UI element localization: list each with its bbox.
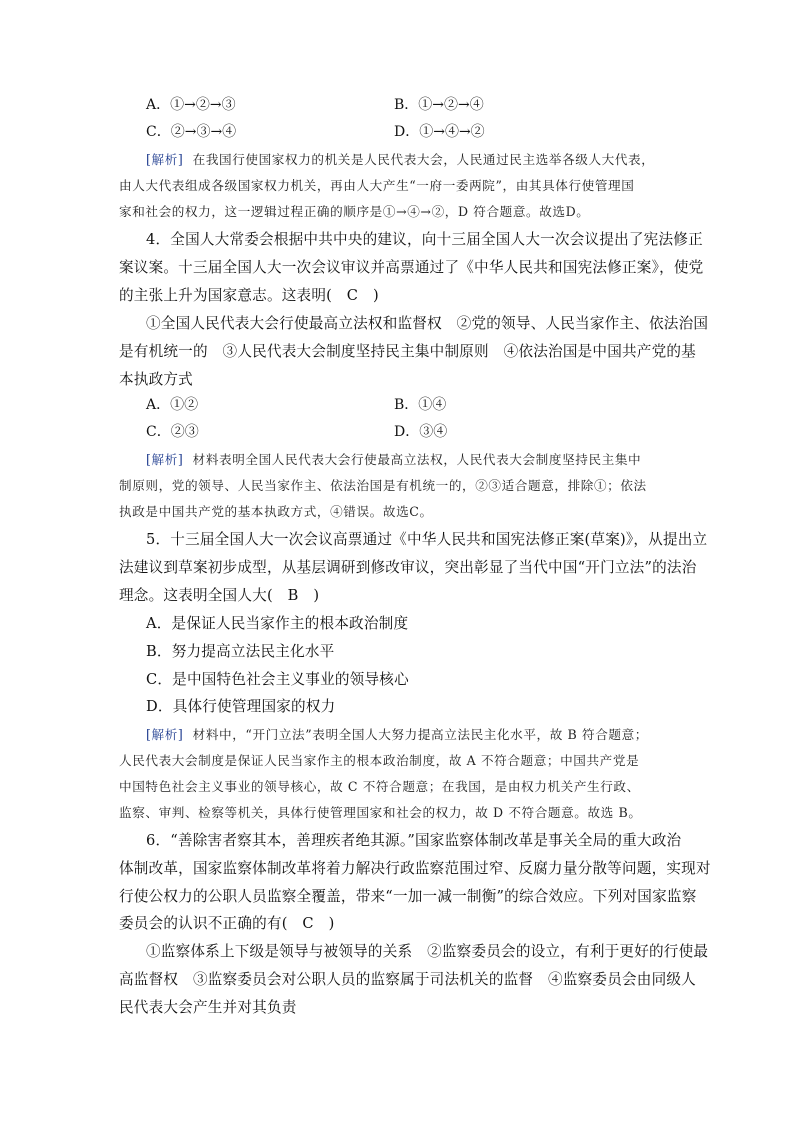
q5-analysis-line-3: 中国特色社会主义事业的领导核心，故 C 不符合题意；在我国，是由权力机关产生行政、 <box>119 779 640 794</box>
q4-analysis-tag: [解析] <box>146 452 184 467</box>
q3-options-row-2 <box>119 119 485 145</box>
q3-option-b: B．①→②→④ <box>394 97 484 113</box>
q4-stem-line-1: 4．全国人大常委会根据中共中央的建议，向十三届全国人大一次会议提出了宪法修正 <box>146 231 703 248</box>
q5-option-b: B．努力提高立法民主化水平 <box>146 643 335 660</box>
q5-analysis-line-2: 人民代表大会制度是保证人民当家作主的根本政治制度，故 A 不符合题意；中国共产党是 <box>119 753 640 768</box>
q3-option-a: A．①→②→③ <box>146 97 236 113</box>
q5-analysis-tag: [解析] <box>146 727 184 742</box>
q5-analysis-line-1: [解析] 材料中，“开门立法”表明全国人大努力提高立法民主化水平，故 B 符合题意； <box>146 727 648 742</box>
q4-option-b: B．①④ <box>394 397 447 413</box>
q5-option-a: A．是保证人民当家作主的根本政治制度 <box>146 615 409 632</box>
q5-stem-line-2: 法建议到草案初步成型，从基层调研到修改审议，突出彰显了当代中国“开门立法”的法治 <box>119 559 697 576</box>
q6-stem-line-3: 行使公权力的公职人员监察全覆盖，带来“一加一减一制衡”的综合效应。下列对国家监察 <box>119 888 697 905</box>
q4-options-row-1 <box>119 392 446 418</box>
q6-stem-line-2: 体制改革，国家监察体制改革将着力解决行政监察范围过窄、反腐力量分散等问题，实现对 <box>119 860 711 877</box>
q4-analysis-line-2: 制原则，党的领导、人民当家作主、依法治国是有机统一的，②③适合题意，排除①；依法 <box>119 478 647 493</box>
q4-statement-line-3: 本执政方式 <box>119 371 193 388</box>
q5-option-c: C．是中国特色社会主义事业的领导核心 <box>146 671 409 688</box>
q3-analysis-line-3: 家和社会的权力，这一逻辑过程正确的顺序是①→④→②，D 符合题意。故选D。 <box>119 204 590 219</box>
q3-analysis-tag: [解析] <box>146 152 184 167</box>
q4-statement-line-2: 是有机统一的 ③人民代表大会制度坚持民主集中制原则 ④依法治国是中国共产党的基 <box>119 343 696 360</box>
q4-option-a: A．①② <box>146 397 199 413</box>
q5-option-d: D．具体行使管理国家的权力 <box>146 698 336 715</box>
q6-statement-line-1: ①监察体系上下级是领导与被领导的关系 ②监察委员会的设立，有利于更好的行使最 <box>146 943 709 960</box>
q4-options-row-2 <box>119 419 447 445</box>
q4-analysis-line-3: 执政是中国共产党的基本执政方式，④错误。故选C。 <box>119 504 433 519</box>
q3-analysis-line-2: 由人大代表组成各级国家权力机关，再由人大产生“一府一委两院”，由其具体行使管理国 <box>119 178 635 193</box>
q5-stem-line-3: 理念。这表明全国人大( B ) <box>119 587 320 604</box>
q4-option-c: C．②③ <box>146 424 199 440</box>
q5-analysis-line-4: 监察、审判、检察等机关，具体行使管理国家和社会的权力，故 D 不符合题意。故选 B。 <box>119 805 642 820</box>
q3-options-row-1 <box>119 92 484 118</box>
q3-option-c: C．②→③→④ <box>146 124 237 140</box>
q4-stem-line-3: 的主张上升为国家意志。这表明( C ) <box>119 287 379 304</box>
q4-stem-line-2: 案议案。十三届全国人大一次会议审议并高票通过了《中华人民共和国宪法修正案》，使党 <box>119 259 704 276</box>
q6-stem-line-1: 6．“善除害者察其本，善理疾者绝其源。”国家监察体制改革是事关全局的重大政治 <box>146 832 682 849</box>
q4-analysis-line-1: [解析] 材料表明全国人民代表大会行使最高立法权，人民代表大会制度坚持民主集中 <box>146 452 642 467</box>
q4-option-d: D．③④ <box>394 424 448 440</box>
q6-stem-line-4: 委员会的认识不正确的有( C ) <box>119 915 335 932</box>
q3-option-d: D．①→④→② <box>394 124 485 140</box>
q5-stem-line-1: 5．十三届全国人大一次会议高票通过《中华人民共和国宪法修正案(草案)》，从提出立 <box>146 531 708 548</box>
q6-statement-line-2: 高监督权 ③监察委员会对公职人员的监察属于司法机关的监督 ④监察委员会由同级人 <box>119 971 696 988</box>
q6-statement-line-3: 民代表大会产生并对其负责 <box>119 999 297 1016</box>
q3-analysis-line-1: [解析] 在我国行使国家权力的机关是人民代表大会，人民通过民主选举各级人大代表， <box>146 152 655 167</box>
q4-statement-line-1: ①全国人民代表大会行使最高立法权和监督权 ②党的领导、人民当家作主、依法治国 <box>146 315 709 332</box>
